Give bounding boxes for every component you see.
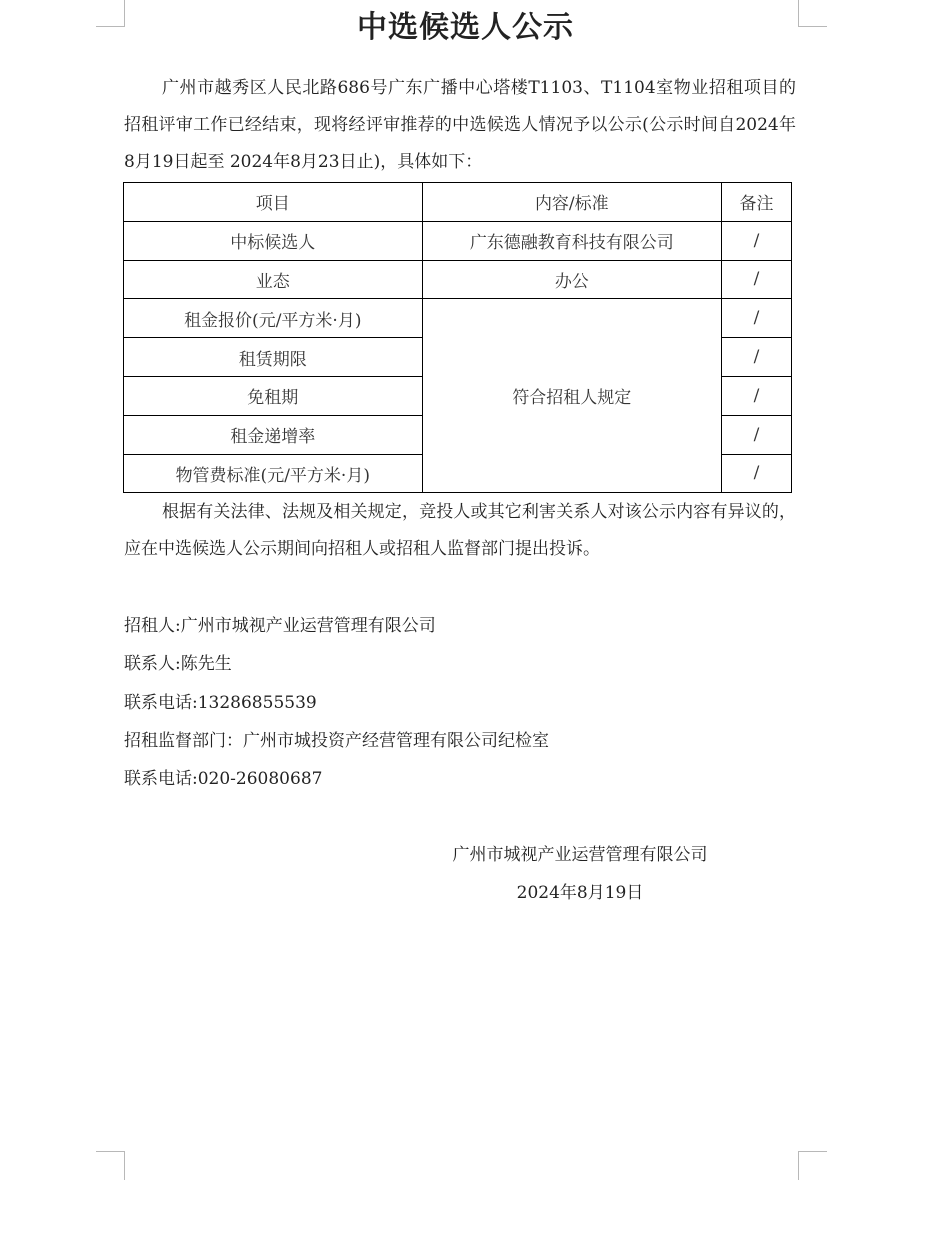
row-item: 租金报价(元/平方米·月)	[124, 299, 423, 338]
page-corner-mark-bottom-left	[96, 1151, 125, 1180]
table-row	[124, 260, 792, 299]
row-note: /	[722, 338, 792, 377]
row-note: /	[722, 221, 792, 260]
row-item: 物管费标准(元/平方米·月)	[124, 454, 423, 493]
row-item: 中标候选人	[124, 221, 423, 260]
lessor-line: 招租人:广州市城视产业运营管理有限公司	[124, 616, 436, 636]
row-content: 广东德融教育科技有限公司	[422, 221, 722, 260]
page-corner-mark-bottom-right	[798, 1151, 827, 1180]
row-item: 免租期	[124, 376, 423, 415]
row-note: /	[722, 260, 792, 299]
header-item: 项目	[124, 183, 423, 222]
row-note: /	[722, 415, 792, 454]
candidate-table	[123, 182, 792, 493]
signature-date: 2024年8月19日	[516, 883, 644, 903]
contact-person-line: 联系人:陈先生	[124, 654, 232, 674]
supervisor-line: 招租监督部门：广州市城投资产经营管理有限公司纪检室	[124, 731, 549, 751]
table-row	[124, 299, 792, 338]
row-item: 业态	[124, 260, 423, 299]
header-content: 内容/标准	[422, 183, 722, 222]
signature-company: 广州市城视产业运营管理有限公司	[452, 845, 708, 865]
supervisor-phone-line: 联系电话:020-26080687	[124, 769, 323, 789]
row-note: /	[722, 454, 792, 493]
intro-paragraph: 广州市越秀区人民北路686号广东广播中心塔楼T1103、T1104室物业招租项目的招租评审工作已经结束，现将经评审推荐的中选候选人情况予以公示(公示时间自2024年8月19日起至 2024年8月23日止)，具体如下：	[124, 78, 796, 172]
merged-content-cell: 符合招租人规定	[422, 299, 722, 493]
objection-paragraph: 根据有关法律、法规及相关规定，竞投人或其它利害关系人对该公示内容有异议的，应在中选候选人公示期间向招租人或招租人监督部门提出投诉。	[124, 502, 796, 559]
document-title: 中选候选人公示	[357, 10, 574, 45]
contact-phone-line: 联系电话:13286855539	[124, 693, 317, 713]
table-row	[124, 221, 792, 260]
row-content: 办公	[422, 260, 722, 299]
header-note: 备注	[722, 183, 792, 222]
row-item: 租赁期限	[124, 338, 423, 377]
row-note: /	[722, 299, 792, 338]
row-note: /	[722, 376, 792, 415]
table-header-row	[124, 183, 792, 222]
row-item: 租金递增率	[124, 415, 423, 454]
